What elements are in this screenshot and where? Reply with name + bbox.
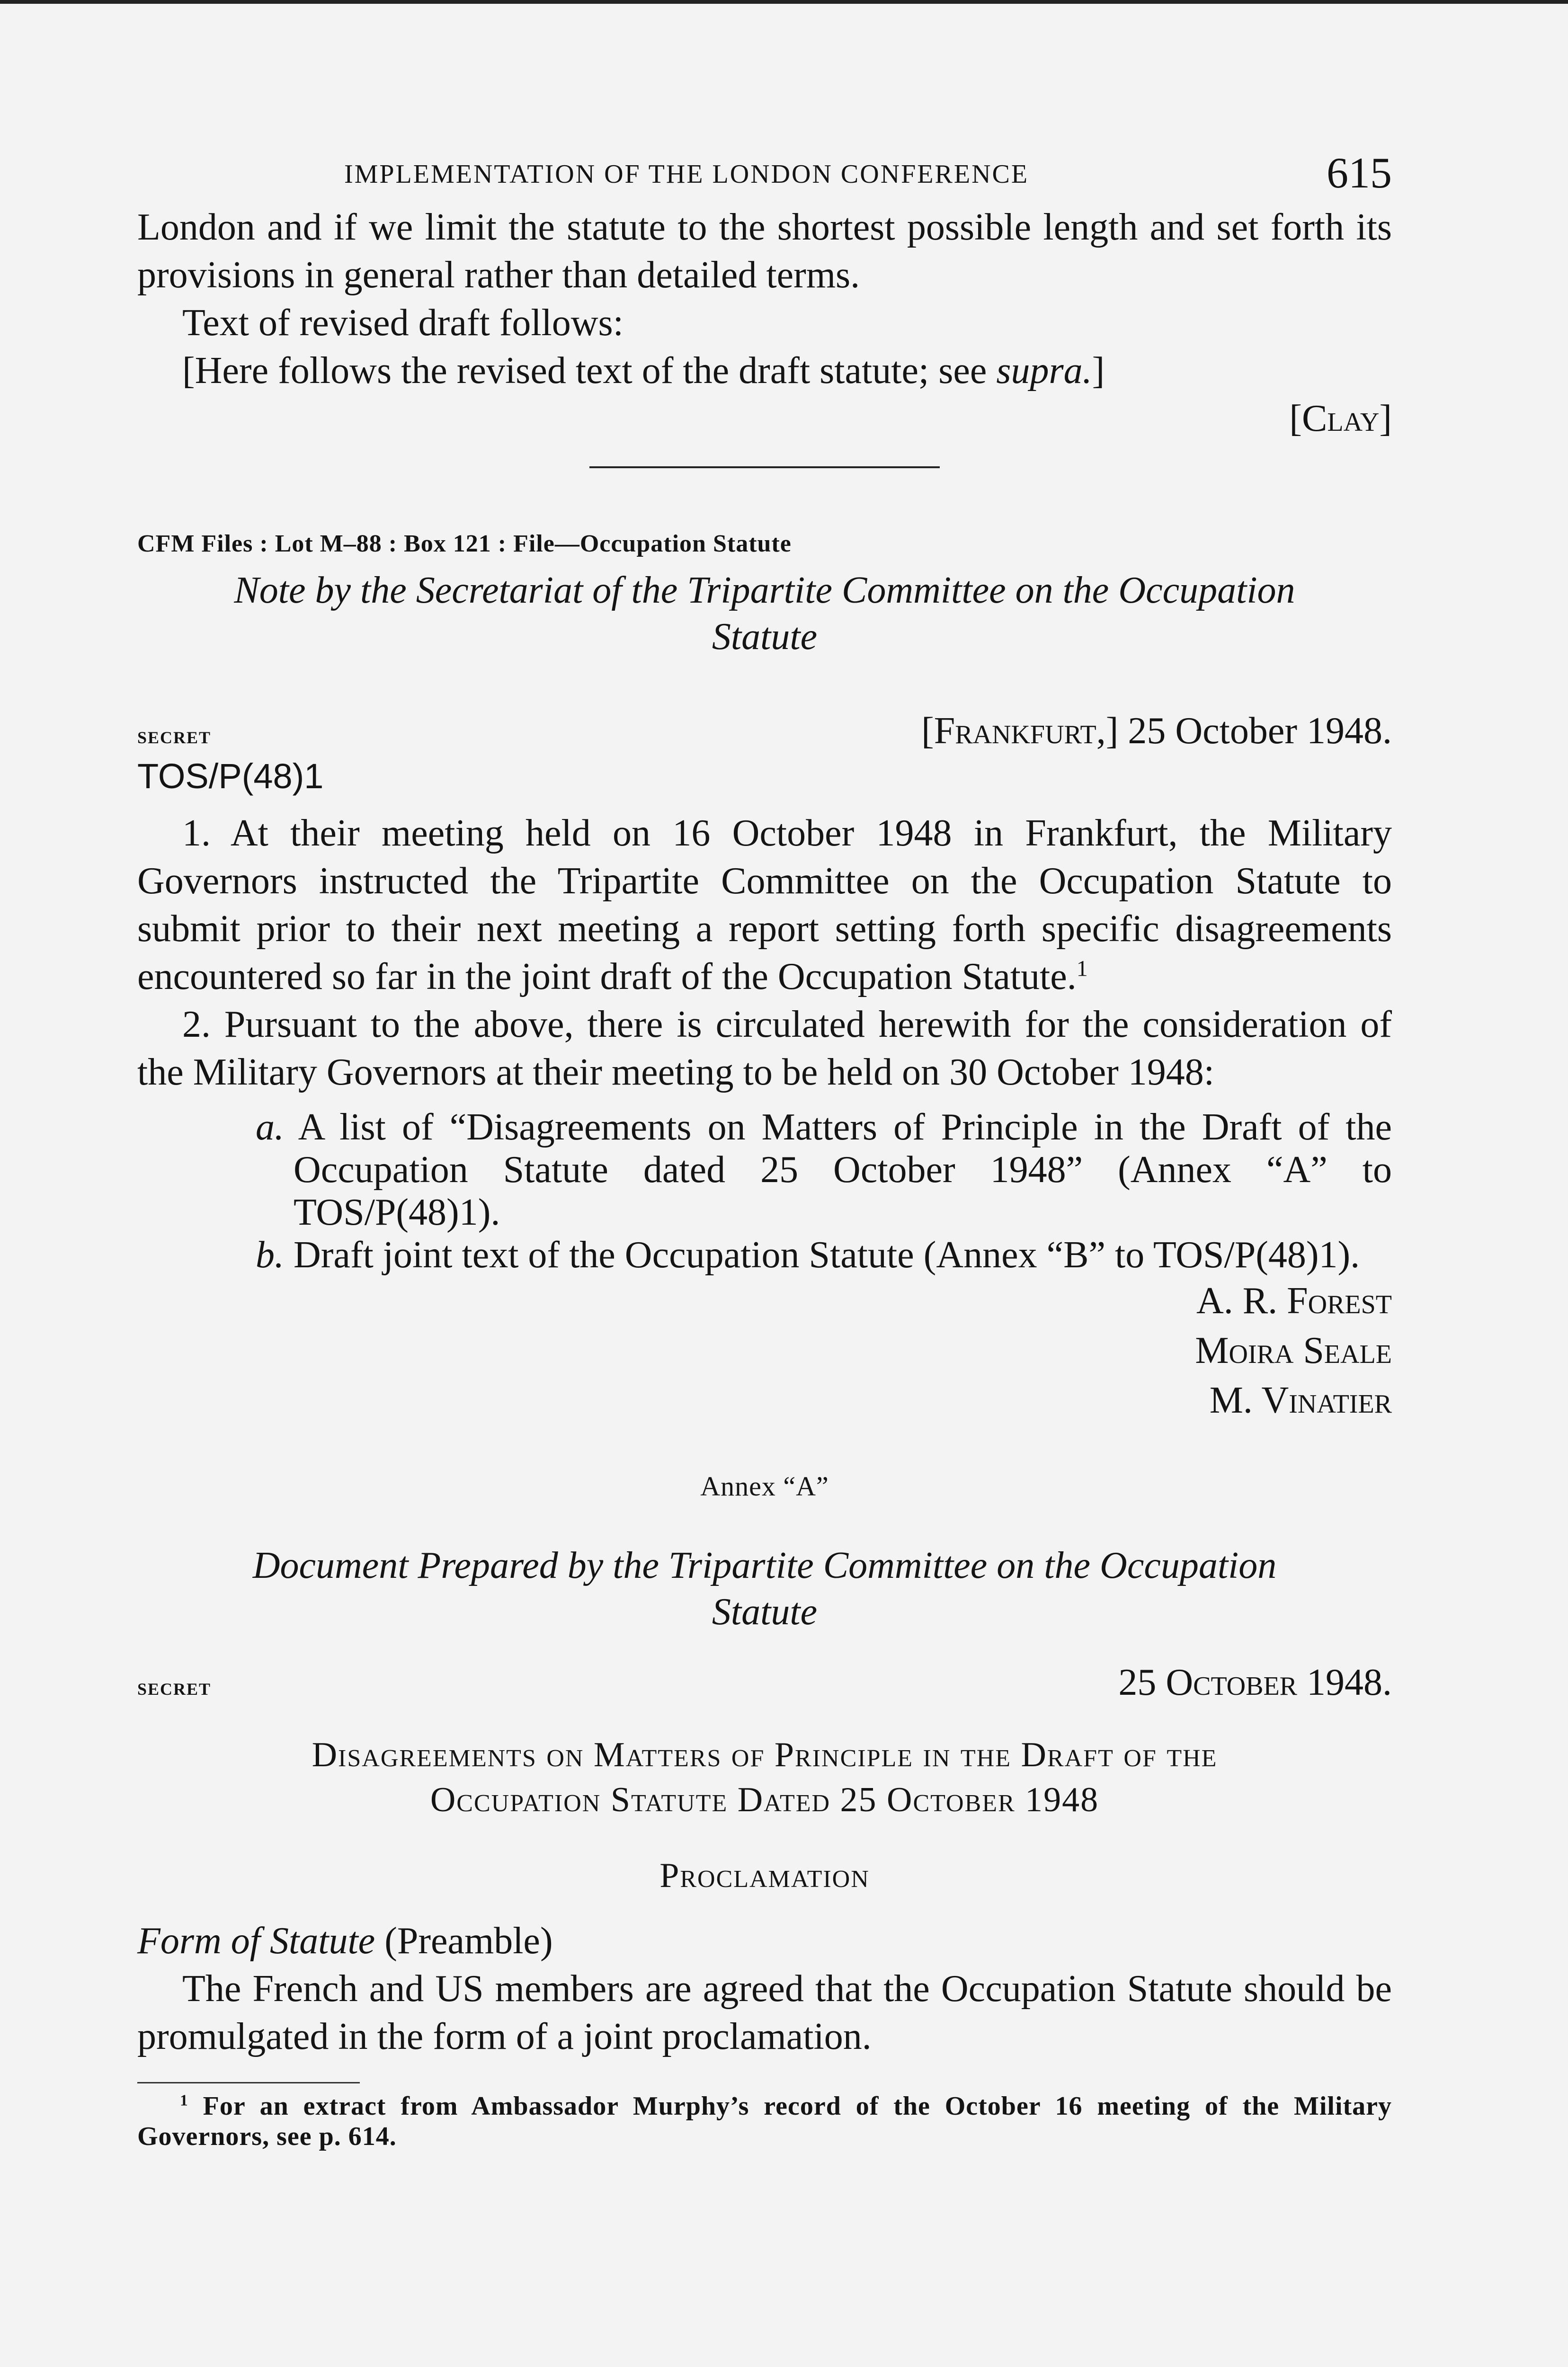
- annex-heading-line2: Occupation Statute Dated 25 October 1948: [430, 1780, 1099, 1819]
- annex-title-line1: Document Prepared by the Tripartite Committee on the Occupation: [252, 1545, 1277, 1586]
- subheading-italic: Form of Statute: [137, 1920, 375, 1962]
- bracket-note-end: ]: [1092, 350, 1105, 392]
- note-paragraph-1: [137, 810, 1392, 1001]
- signoff: [Clay]: [1289, 398, 1392, 439]
- note-paragraph-2: 2. Pursuant to the above, there is circulated herewith for the consideration of the Military Governors at their meeting to be held on 30 October 1948:: [137, 1004, 1392, 1093]
- dateline-place: [Frankfurt,]: [921, 710, 1119, 752]
- section-divider: [589, 466, 940, 468]
- list-item-letter: b.: [256, 1234, 284, 1276]
- list-item: [137, 1234, 1392, 1276]
- annex-heading-line1: Disagreements on Matters of Principle in the Draft of the: [312, 1735, 1218, 1774]
- signatory: A. R. Forest: [1196, 1280, 1392, 1322]
- list-item-text: A list of “Disagreements on Matters of Principle in the Draft of the Occupation Statute dated 25 October 1948” (Annex “A” to TOS/P(48)1).: [294, 1106, 1392, 1233]
- running-head-title: IMPLEMENTATION OF THE LONDON CONFERENCE: [344, 160, 1029, 189]
- bracket-note: [137, 347, 1392, 395]
- page-number: 615: [1327, 149, 1392, 197]
- subheading-plain: (Preamble): [375, 1920, 553, 1962]
- annex-paragraph: The French and US members are agreed that the Occupation Statute should be promulgated in the form of a joint proclamation.: [137, 1968, 1392, 2057]
- note-header-row: [137, 710, 1392, 753]
- bracket-note-italic: supra.: [996, 350, 1092, 392]
- subheading: [137, 1917, 1392, 1965]
- signatory: M. Vinatier: [1209, 1379, 1392, 1421]
- list-item: [137, 1106, 1392, 1234]
- running-head: [137, 142, 1392, 204]
- annex-date: 25 October 1948.: [1118, 1662, 1392, 1703]
- dateline-date: 25 October 1948.: [1118, 710, 1392, 752]
- annex-heading: [137, 1733, 1392, 1823]
- section-heading: Proclamation: [659, 1856, 870, 1895]
- document-reference: TOS/P(48)1: [137, 756, 324, 796]
- bracket-note-start: [Here follows the revised text of the draft statute; see: [182, 350, 997, 392]
- list-item-letter: a.: [256, 1106, 284, 1148]
- source-citation: CFM Files : Lot M–88 : Box 121 : File—Occupation Statute: [137, 530, 792, 557]
- signatory: Moira Seale: [1195, 1330, 1392, 1371]
- list-item-text: Draft joint text of the Occupation Statute (Annex “B” to TOS/P(48)1).: [294, 1234, 1360, 1276]
- note-paragraph-1-text: 1. At their meeting held on 16 October 1948 in Frankfurt, the Military Governors instructed the Tripartite Committee on the Occupation Statute to submit prior to their next meeting a report setting forth specific disagreements encountered so far in the joint draft of the Occupation Statute.: [137, 812, 1392, 997]
- page-top-border: [0, 0, 1568, 4]
- note-title: [137, 567, 1392, 660]
- footnote-reference: 1: [1076, 956, 1088, 981]
- annex-title-line2: Statute: [712, 1591, 818, 1633]
- note-title-line2: Statute: [712, 616, 818, 658]
- footnote-text: For an extract from Ambassador Murphy’s record of the October 16 meeting of the Military Governors, see p. 614.: [137, 2091, 1392, 2151]
- enclosure-list: [137, 1106, 1392, 1276]
- annex-title: [137, 1542, 1392, 1635]
- classification-label: secret: [137, 722, 212, 749]
- classification-label: secret: [137, 1673, 212, 1700]
- footnote: [137, 2091, 1392, 2152]
- continuation-paragraph: London and if we limit the statute to the shortest possible length and set forth its provisions in general rather than detailed terms.: [137, 206, 1392, 296]
- annex-label: Annex “A”: [700, 1471, 829, 1502]
- footnote-divider: [137, 2082, 360, 2083]
- note-title-line1: Note by the Secretariat of the Tripartite Committee on the Occupation: [234, 570, 1295, 611]
- document-page: [137, 142, 1392, 2152]
- dateline: [921, 710, 1392, 753]
- signature-block: [137, 1276, 1392, 1425]
- footnote-mark: 1: [180, 2091, 188, 2109]
- text-follows-line: Text of revised draft follows:: [182, 302, 624, 344]
- annex-header-row: [137, 1661, 1392, 1704]
